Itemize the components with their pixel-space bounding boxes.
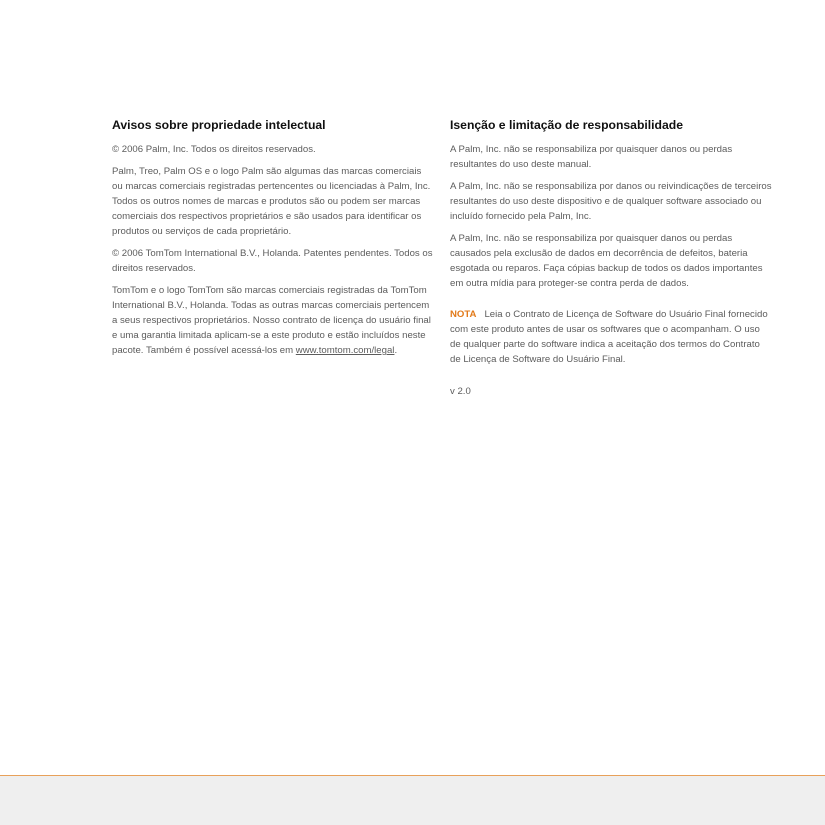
note-paragraph (450, 307, 772, 367)
tomtom-trademarks-text: TomTom e o logo TomTom são marcas comerciais registradas da TomTom International B.V., Holanda. Todas as outras marcas comerciais pertencem a seus respectivos proprietários. Nosso contrato de licença do usuário final e uma garantia limitada aplicam-se a este produto e estão incluídos neste pacote. Também é possível acessá-los em (112, 285, 431, 356)
tomtom-trademarks-end: . (394, 345, 398, 356)
tomtom-legal-link[interactable]: www.tomtom.com/legal (295, 345, 395, 356)
intellectual-property-section (112, 117, 434, 365)
tomtom-trademarks-paragraph (112, 283, 434, 358)
footer-band (0, 776, 825, 825)
copyright-palm: © 2006 Palm, Inc. Todos os direitos reservados. (112, 144, 316, 155)
palm-trademarks-paragraph: Palm, Treo, Palm OS e o logo Palm são algumas das marcas comerciais ou marcas comerciais registradas pertencentes ou licenciadas à Palm, Inc. Todos os outros nomes de marcas e produtos são ou podem ser marcas comerciais dos respectivos proprietários e são usados para identificar os produtos ou serviços de cada proprietário. (112, 166, 431, 237)
liability-section (450, 117, 772, 406)
liability-manual-paragraph: A Palm, Inc. não se responsabiliza por quaisquer danos ou perdas resultantes do uso deste manual. (450, 144, 733, 170)
note-label: NOTA (450, 309, 477, 320)
liability-device-paragraph: A Palm, Inc. não se responsabiliza por danos ou reivindicações de terceiros resultantes do uso deste dispositivo e de qualquer software associado ou incluído fornecido pela Palm, Inc. (450, 181, 772, 222)
section-heading: Avisos sobre propriedade intelectual (112, 118, 326, 132)
section-heading: Isenção e limitação de responsabilidade (450, 118, 684, 132)
liability-data-loss-paragraph: A Palm, Inc. não se responsabiliza por quaisquer danos ou perdas causados pela exclusão de dados em decorrência de defeitos, bateria esgotada ou reparos. Faça cópias backup de todos os dados importantes em outra mídia para proteger-se contra perda de dados. (450, 233, 763, 289)
note-text: Leia o Contrato de Licença de Software do Usuário Final fornecido com este produto antes de usar os softwares que o acompanham. O uso de qualquer parte do software indica a aceitação dos termos do Contrato de Licença de Software do Usuário Final. (450, 309, 768, 365)
version-label: v 2.0 (450, 386, 471, 397)
copyright-tomtom: © 2006 TomTom International B.V., Holanda. Patentes pendentes. Todos os direitos reservados. (112, 248, 433, 274)
